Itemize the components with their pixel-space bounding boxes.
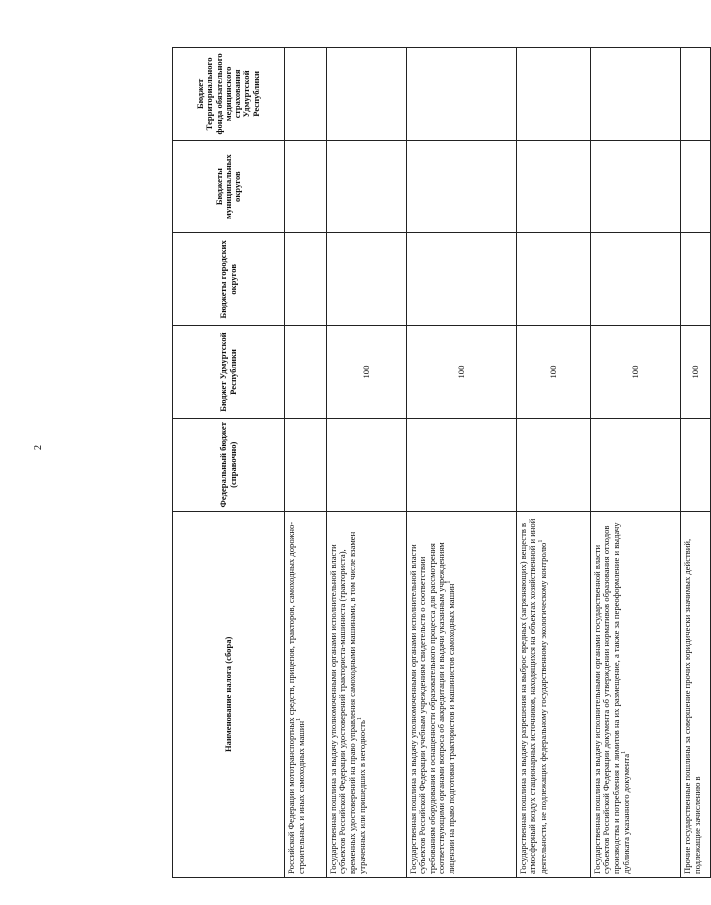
value-cell [285, 233, 327, 326]
value-cell [327, 418, 407, 511]
value-cell [327, 233, 407, 326]
footnote-mark: 1 [296, 717, 303, 721]
tax-name-cell: Государственная пошлина за выдачу исполнительными органами государственной власти субъектов Российской Федерации документа об утверждении нормативов образования отходов производства и потребления и лимитов на их размещение, а также за переоформление и выдачу дубликата указанного документа$^1$ [591, 511, 681, 877]
value-cell: 100 [407, 326, 517, 419]
header-municipal-districts-budget: Бюджеты муниципальных округов [173, 140, 285, 233]
value-cell [681, 233, 711, 326]
table-row [285, 48, 327, 878]
tax-name-cell: Государственная пошлина за выдачу уполномоченными органами исполнительной власти субъектов Российской Федерации учебным учреждениям свидетельств о соответствии требованиям оборудования и оснащенности образовательного процесса для рассмотрения соответствующими органами вопроса об аккредитации и выдачи указанным учреждениям лицензии на право подготовки трактористов и машинистов самоходных машин$^1$ [407, 511, 517, 877]
value-cell: 100 [517, 326, 591, 419]
table-row [591, 48, 681, 878]
table-row [517, 48, 591, 878]
footnote-mark: 1 [356, 717, 363, 721]
header-city-districts-budget: Бюджеты городских округов [173, 233, 285, 326]
footnote-mark: 1 [620, 750, 627, 754]
value-cell [681, 418, 711, 511]
value-cell [285, 326, 327, 419]
value-cell [327, 48, 407, 141]
value-cell: 100 [327, 326, 407, 419]
value-cell [591, 418, 681, 511]
value-cell [327, 140, 407, 233]
table-header-row [173, 48, 285, 878]
header-health-fund-budget: Бюджет Территориального фонда обязательного медицинского страхования Удмуртской Республики [173, 48, 285, 141]
tax-name-cell: Государственная пошлина за выдачу разрешения на выброс вредных (загрязняющих) веществ в атмосферный воздух стационарных источников, находящихся на объектах хозяйственной и иной деятельности, не подлежащих федеральному государственному экологическому контролю$^1$ [517, 511, 591, 877]
header-federal-budget: Федеральный бюджет (справочно) [173, 418, 285, 511]
value-cell [681, 140, 711, 233]
value-cell [285, 418, 327, 511]
value-cell [517, 140, 591, 233]
value-cell [591, 48, 681, 141]
table-row [681, 48, 711, 878]
value-cell [517, 418, 591, 511]
tax-name-cell: Российской Федерации мототранспортных средств, прицепов, тракторов, самоходных дорожно-строительных и иных самоходных машин$^1$ [285, 511, 327, 877]
value-cell: 100 [681, 326, 711, 419]
tax-name-cell: Прочие государственные пошлины за совершение прочих юридически значимых действий, подлежащие зачислению в [681, 511, 711, 877]
table-row [407, 48, 517, 878]
value-cell [681, 48, 711, 141]
table-row [327, 48, 407, 878]
value-cell [407, 48, 517, 141]
footnote-mark: 1 [446, 580, 453, 584]
value-cell [407, 418, 517, 511]
value-cell [517, 48, 591, 141]
value-cell: 100 [591, 326, 681, 419]
value-cell [517, 233, 591, 326]
value-cell [285, 140, 327, 233]
header-republic-budget: Бюджет Удмуртской Республики [173, 326, 285, 419]
value-cell [591, 233, 681, 326]
tax-distribution-table [172, 47, 703, 878]
page-number: 2 [33, 445, 44, 450]
header-tax-name: Наименование налога (сбора) [173, 511, 285, 877]
value-cell [407, 140, 517, 233]
value-cell [591, 140, 681, 233]
footnote-mark: 1 [537, 539, 544, 543]
value-cell [285, 48, 327, 141]
value-cell [407, 233, 517, 326]
tax-name-cell: Государственная пошлина за выдачу уполномоченными органами исполнительной власти субъектов Российской Федерации удостоверений тракториста-машиниста (тракториста), временных удостоверений на право управления самоходными машинами, в том числе взамен утраченных или пришедших в негодность$^1$ [327, 511, 407, 877]
